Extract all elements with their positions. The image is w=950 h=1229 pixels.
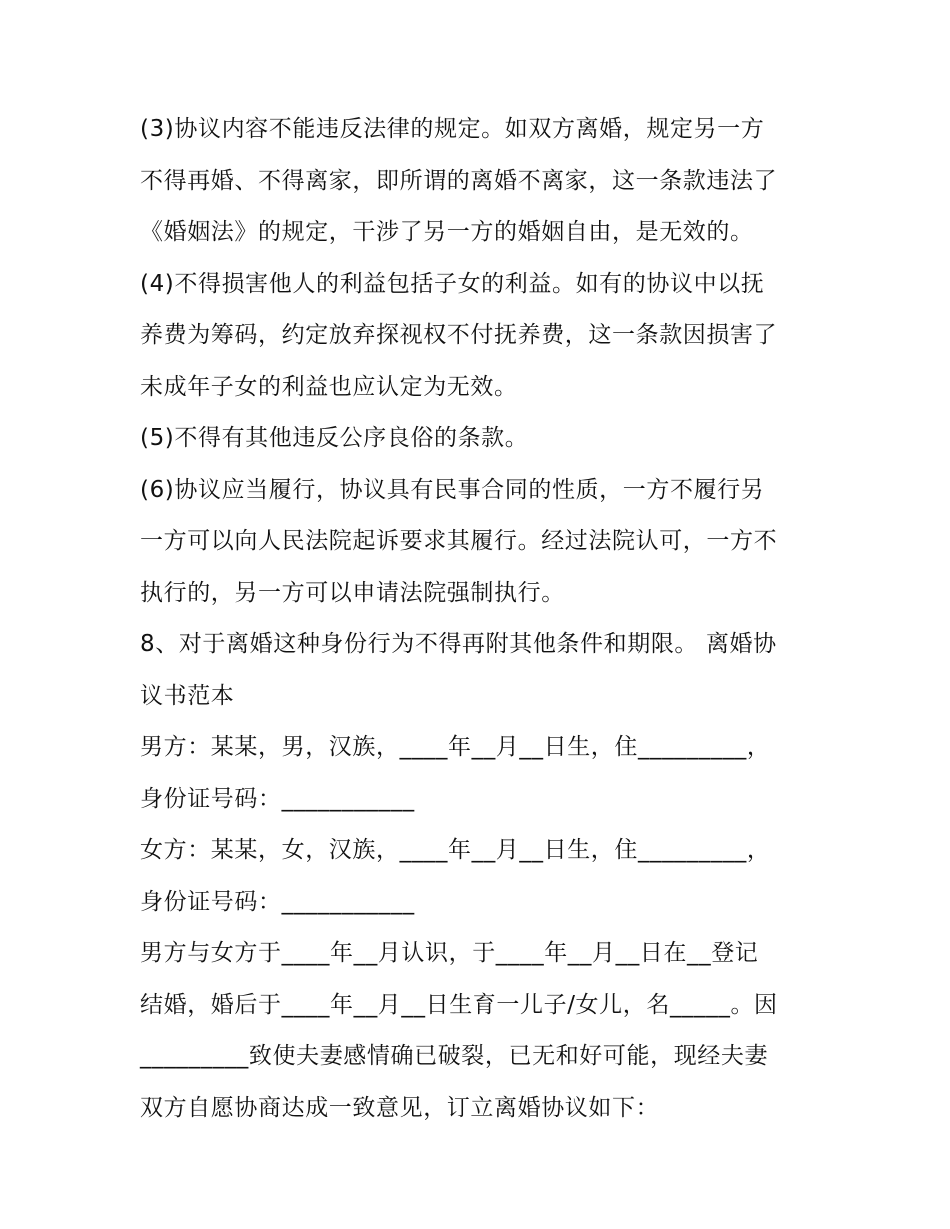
text-line: 一方可以向人民法院起诉要求其履行。经过法院认可，一方不	[140, 528, 778, 554]
text-line: 《婚姻法》的规定，干涉了另一方的婚姻自由，是无效的。	[140, 219, 754, 245]
male-id-line: 身份证号码：___________	[140, 785, 415, 812]
text-line: (4)不得损害他人的利益包括子女的利益。如有的协议中以抚	[140, 270, 765, 297]
text-line: (5)不得有其他违反公序良俗的条款。	[140, 425, 529, 451]
text-line: 双方自愿协商达成一致意见，订立离婚协议如下：	[140, 1094, 660, 1121]
document-body	[140, 104, 820, 1134]
text-line: (3)协议内容不能违反法律的规定。如双方离婚，规定另一方	[140, 116, 765, 142]
text-line: 未成年子女的利益也应认定为无效。	[140, 373, 518, 400]
female-id-line: 身份证号码：___________	[140, 888, 415, 915]
text-line: (6)协议应当履行，协议具有民事合同的性质，一方不履行另	[140, 476, 765, 503]
section-heading-line: 议书范本	[140, 682, 235, 709]
text-line: _________致使夫妻感情确已破裂，已无和好可能，现经夫妻	[140, 1043, 769, 1069]
text-line: 不得再婚、不得离家，即所谓的离婚不离家，这一条款违法了	[140, 167, 778, 194]
section-heading-line: 8、对于离婚这种身份行为不得再附其他条件和期限。 离婚协	[140, 631, 777, 657]
text-line: 结婚，婚后于____年__月__日生育一儿子/女儿，名_____。因	[140, 991, 778, 1018]
text-line: 养费为筹码，约定放弃探视权不付抚养费，这一条款因损害了	[140, 322, 778, 348]
text-line: 执行的，另一方可以申请法院强制执行。	[140, 579, 565, 606]
text-line: 男方与女方于____年__月认识，于____年__月__日在__登记	[140, 940, 759, 966]
male-party-line: 男方：某某，男，汉族，____年__月__日生，住_________，	[140, 734, 771, 760]
female-party-line: 女方：某某，女，汉族，____年__月__日生，住_________，	[140, 837, 771, 863]
